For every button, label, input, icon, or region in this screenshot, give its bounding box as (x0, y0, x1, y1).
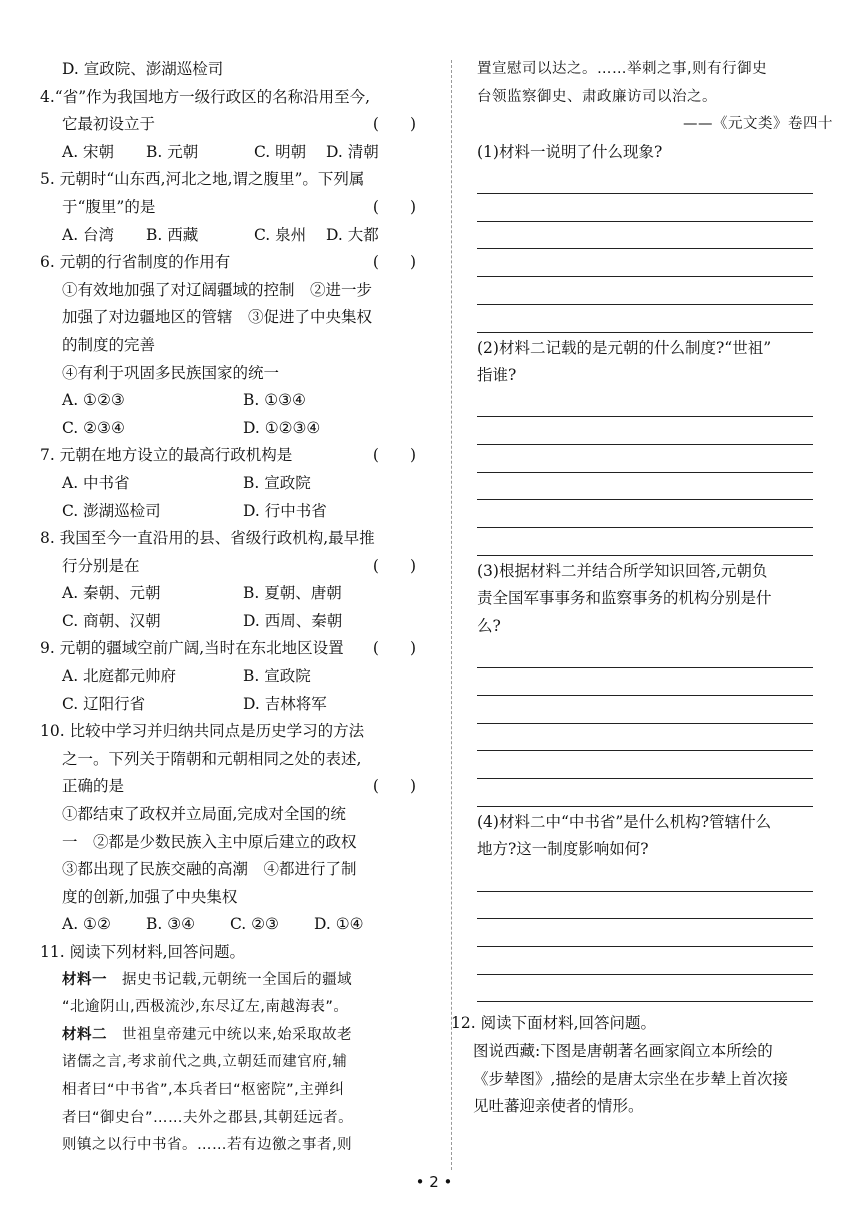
q11-sub2-answer-area[interactable] (477, 390, 833, 556)
answer-line[interactable] (477, 445, 813, 473)
answer-line[interactable] (477, 166, 813, 194)
material-2-line-2: 诸儒之言,考求前代之典,立朝廷而建官府,辅 (62, 1054, 348, 1071)
q11-sub1-answer-area[interactable] (477, 166, 833, 332)
q11-sub4-answer-area[interactable] (477, 864, 833, 1002)
answer-line[interactable] (477, 947, 813, 975)
q5-answer-paren[interactable]: ( ) (372, 197, 416, 216)
q6-item-line-4: ④有利于巩固多民族国家的统一 (62, 363, 280, 382)
q4-option-a[interactable]: A. 宋朝 (62, 142, 115, 161)
material-source: ——《元文类》卷四十 (683, 116, 833, 133)
q5-stem-1: 5. 元朝时“山东西,河北之地,谓之腹里”。下列属 (40, 170, 365, 189)
q10-option-b[interactable]: B. ③④ (146, 915, 196, 934)
q9-option-d[interactable]: D. 吉林将军 (243, 694, 327, 713)
answer-line[interactable] (477, 222, 813, 250)
q9-stem: 9. 元朝的疆域空前广阔,当时在东北地区设置 (40, 639, 344, 658)
q6-option-d[interactable]: D. ①②③④ (243, 418, 321, 437)
right-column (451, 56, 833, 1121)
q7-option-b[interactable]: B. 宣政院 (243, 473, 311, 492)
question-10 (40, 718, 424, 939)
q10-stem-2: 之一。下列关于隋朝和元朝相同之处的表述, (62, 749, 362, 768)
answer-line[interactable] (477, 779, 813, 807)
q6-item-line-1: ①有效地加强了对辽阔疆域的控制 ②进一步 (62, 280, 373, 299)
q4-options (40, 139, 424, 167)
q6-item-line-3: 的制度的完善 (62, 335, 156, 354)
q10-item-line-1: ①都结束了政权并立局面,完成对全国的统 (62, 805, 346, 824)
q5-options (40, 222, 424, 250)
material-2-label: 材料二 (62, 1026, 107, 1043)
question-5 (40, 166, 424, 249)
q11-sub3-prompt-3: 么? (477, 617, 501, 635)
q10-answer-paren[interactable]: ( ) (372, 777, 416, 796)
answer-line[interactable] (477, 919, 813, 947)
q11-sub4-prompt-2: 地方?这一制度影响如何? (477, 840, 649, 859)
q3-option-d: D. 宣政院、澎湖巡检司 (62, 60, 224, 78)
answer-line[interactable] (477, 473, 813, 501)
q11-sub1-prompt: (1)材料一说明了什么现象? (477, 142, 663, 161)
column-divider (451, 60, 452, 1170)
q8-option-d[interactable]: D. 西周、秦朝 (243, 611, 343, 630)
answer-line[interactable] (477, 696, 813, 724)
q9-option-b[interactable]: B. 宣政院 (243, 667, 311, 686)
q6-answer-paren[interactable]: ( ) (372, 253, 416, 272)
q10-options (40, 911, 424, 939)
answer-line[interactable] (477, 975, 813, 1003)
question-6 (40, 249, 424, 442)
q6-stem: 6. 元朝的行省制度的作用有 (40, 253, 231, 272)
answer-line[interactable] (477, 417, 813, 445)
q12-line-4: 见吐蕃迎亲使者的情形。 (473, 1097, 644, 1116)
q10-option-c[interactable]: C. ②③ (230, 915, 279, 934)
q4-option-d[interactable]: D. 清朝 (326, 142, 379, 161)
q4-option-b[interactable]: B. 元朝 (146, 142, 199, 161)
question-8 (40, 525, 424, 635)
answer-line[interactable] (477, 751, 813, 779)
answer-line[interactable] (477, 724, 813, 752)
q10-option-d[interactable]: D. ①④ (314, 915, 364, 934)
answer-line[interactable] (477, 668, 813, 696)
q10-option-a[interactable]: A. ①② (62, 915, 111, 934)
q9-answer-paren[interactable]: ( ) (372, 639, 416, 658)
q6-option-b[interactable]: B. ①③④ (243, 391, 306, 410)
q11-sub4-prompt-1: (4)材料二中“中书省”是什么机构?管辖什么 (477, 812, 772, 831)
q6-option-a[interactable]: A. ①②③ (62, 391, 125, 410)
material-1-line-2: “北逾阴山,西极流沙,东尽辽左,南越海表”。 (62, 999, 349, 1016)
material-2-cont-line-2: 台领监察御史、肃政廉访司以治之。 (477, 88, 717, 105)
q11-sub3-prompt-1: (3)根据材料二并结合所学知识回答,元朝负 (477, 561, 768, 580)
q4-answer-paren[interactable]: ( ) (372, 115, 416, 134)
material-2-line-4: 者曰“御史台”……夫外之郡县,其朝廷远者。 (62, 1109, 354, 1126)
q5-option-c[interactable]: C. 泉州 (254, 225, 307, 244)
q12-line-2: 图说西藏:下图是唐朝著名画家阎立本所绘的 (473, 1041, 773, 1060)
material-1-line-1: 据史书记载,元朝统一全国后的疆域 (107, 971, 353, 988)
q4-stem-1: 4.“省”作为我国地方一级行政区的名称沿用至今, (40, 87, 371, 106)
q11-sub2-prompt-2: 指谁? (477, 366, 517, 385)
question-11 (40, 939, 424, 1160)
q7-option-c[interactable]: C. 澎湖巡检司 (62, 501, 161, 520)
question-7 (40, 442, 424, 525)
q4-stem-2: 它最初设立于 (62, 115, 156, 134)
q8-option-c[interactable]: C. 商朝、汉朝 (62, 611, 161, 630)
answer-line[interactable] (477, 500, 813, 528)
material-2-line-1: 世祖皇帝建元中统以来,始采取故老 (107, 1026, 353, 1043)
q12-line-3: 《步辇图》,描绘的是唐太宗坐在步辇上首次接 (473, 1069, 788, 1088)
q11-sub3-answer-area[interactable] (477, 641, 833, 807)
q9-option-a[interactable]: A. 北庭都元帅府 (62, 667, 177, 686)
q7-option-a[interactable]: A. 中书省 (62, 473, 130, 492)
q8-option-a[interactable]: A. 秦朝、元朝 (62, 584, 161, 603)
q11-stem: 11. 阅读下列材料,回答问题。 (40, 943, 246, 961)
q10-stem-1: 10. 比较中学习并归纳共同点是历史学习的方法 (40, 722, 365, 741)
answer-line[interactable] (477, 641, 813, 669)
q5-option-d[interactable]: D. 大都 (326, 225, 379, 244)
q11-sub3-prompt-2: 责全国军事事务和监察事务的机构分别是什 (477, 589, 772, 608)
answer-line[interactable] (477, 305, 813, 333)
q6-item-line-2: 加强了对边疆地区的管辖 ③促进了中央集权 (62, 308, 373, 327)
question-12 (451, 1010, 833, 1120)
page-number: • 2 • (415, 1173, 453, 1191)
q7-stem: 7. 元朝在地方设立的最高行政机构是 (40, 446, 293, 465)
question-9 (40, 635, 424, 718)
q5-stem-2: 于“腹里”的是 (62, 197, 156, 216)
q10-item-line-3: ③都出现了民族交融的高潮 ④都进行了制 (62, 860, 357, 879)
q8-stem-1: 8. 我国至今一直沿用的县、省级行政机构,最早推 (40, 529, 375, 548)
q8-option-b[interactable]: B. 夏朝、唐朝 (243, 584, 342, 603)
q12-stem: 12. 阅读下面材料,回答问题。 (451, 1014, 657, 1033)
question-4 (40, 84, 424, 167)
q5-option-b[interactable]: B. 西藏 (146, 225, 199, 244)
q10-stem-3: 正确的是 (62, 777, 125, 796)
q9-option-c[interactable]: C. 辽阳行省 (62, 694, 146, 713)
q8-answer-paren[interactable]: ( ) (372, 556, 416, 575)
q4-option-c[interactable]: C. 明朝 (254, 142, 307, 161)
q11-sub2-prompt-1: (2)材料二记载的是元朝的什么制度?“世祖” (477, 338, 772, 357)
answer-line[interactable] (477, 892, 813, 920)
answer-line[interactable] (477, 390, 813, 418)
material-2-line-5: 则镇之以行中书省。……若有边徼之事者,则 (62, 1137, 353, 1154)
q5-option-a[interactable]: A. 台湾 (62, 225, 115, 244)
q10-item-line-4: 度的创新,加强了中央集权 (62, 887, 238, 906)
answer-line[interactable] (477, 864, 813, 892)
q6-option-c[interactable]: C. ②③④ (62, 418, 125, 437)
material-2-line-3: 相者曰“中书省”,本兵者曰“枢密院”,主弹纠 (62, 1081, 345, 1098)
answer-line[interactable] (477, 249, 813, 277)
material-2-cont-line-1: 置宣慰司以达之。……举刺之事,则有行御史 (477, 61, 768, 77)
q10-item-line-2: 一 ②都是少数民族入主中原后建立的政权 (62, 832, 357, 851)
answer-line[interactable] (477, 194, 813, 222)
answer-line[interactable] (477, 528, 813, 556)
q7-option-d[interactable]: D. 行中书省 (243, 501, 327, 520)
q8-stem-2: 行分别是在 (62, 556, 140, 575)
q7-answer-paren[interactable]: ( ) (372, 446, 416, 465)
material-1-label: 材料一 (62, 971, 107, 988)
left-column (40, 56, 424, 1160)
answer-line[interactable] (477, 277, 813, 305)
